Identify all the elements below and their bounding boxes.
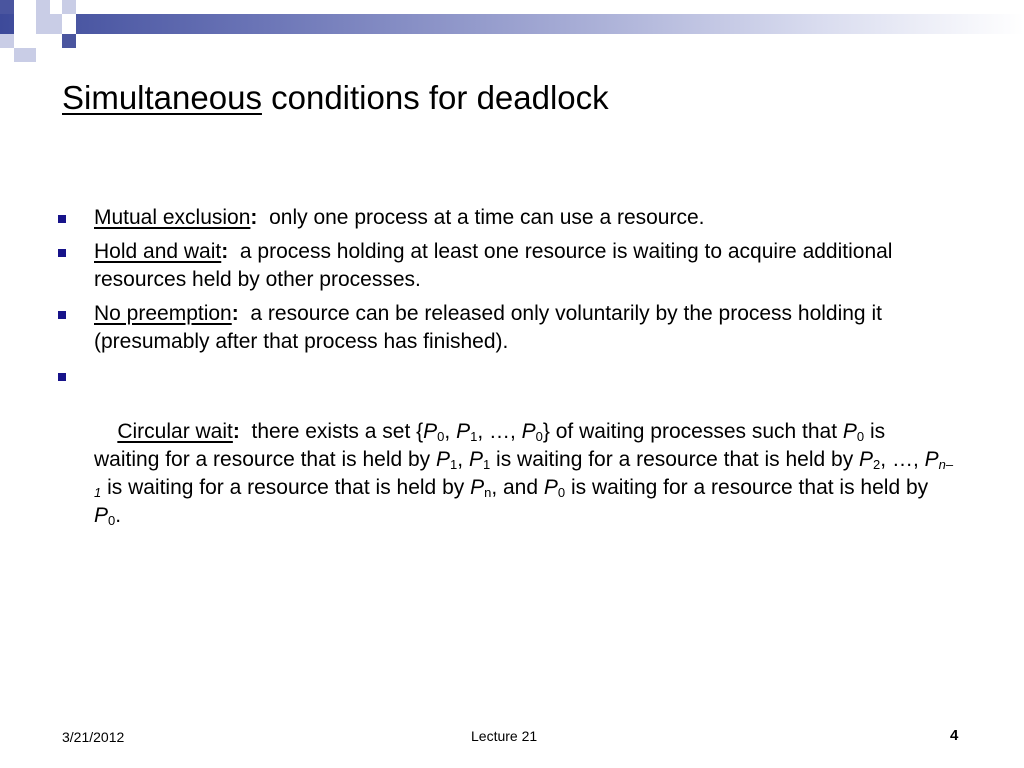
condition-term: Hold and wait <box>94 240 222 263</box>
title-rest: conditions for deadlock <box>261 79 609 116</box>
process-subscript: 0 <box>437 429 445 444</box>
process-subscript: n–1 <box>94 457 954 500</box>
process-symbol: P <box>456 420 471 443</box>
process-symbol: P <box>521 420 536 443</box>
text-fragment: is waiting for a resource that is held by <box>565 476 934 499</box>
list-item <box>56 204 956 232</box>
square-bullet-icon <box>58 373 66 381</box>
text-fragment: is waiting for a resource that is held by <box>101 476 471 499</box>
condition-text: a resource can be released only voluntarily by the process holding it (presumably after that process has finished). <box>94 302 888 353</box>
condition-term: Mutual exclusion <box>94 206 251 229</box>
condition-term: Circular wait <box>117 420 233 443</box>
footer-lecture-label: Lecture 21 <box>471 728 538 744</box>
title-underlined-word: Simultaneous <box>62 79 262 116</box>
process-subscript: 0 <box>535 429 543 444</box>
list-item <box>56 238 956 294</box>
text-fragment: , …, <box>477 420 522 443</box>
condition-colon: : <box>231 302 239 325</box>
condition-colon: : <box>221 240 229 263</box>
square-bullet-icon <box>58 249 66 257</box>
condition-text: a process holding at least one resource is waiting to acquire additional resources held by other processes. <box>94 240 899 291</box>
header-gradient-bar <box>0 14 1024 34</box>
condition-colon: : <box>232 420 240 443</box>
process-symbol: P <box>468 448 483 471</box>
process-subscript: 0 <box>856 429 865 444</box>
text-fragment: there exists a set { <box>239 420 424 443</box>
condition-text: only one process at a time can use a resource. <box>257 206 705 229</box>
list-item <box>56 300 956 356</box>
process-subscript: 1 <box>482 457 491 472</box>
slide-title <box>62 74 609 122</box>
footer-date: 3/21/2012 <box>62 729 125 745</box>
process-subscript: 2 <box>873 457 881 472</box>
process-symbol: P <box>924 448 939 471</box>
square-bullet-icon <box>58 215 66 223</box>
text-fragment: , …, <box>880 448 925 471</box>
process-subscript: n <box>484 485 492 500</box>
condition-colon: : <box>250 206 258 229</box>
text-fragment: , <box>444 420 457 443</box>
slide-number: 4 <box>950 727 959 744</box>
process-subscript: 1 <box>470 429 478 444</box>
process-symbol: P <box>470 476 485 499</box>
process-symbol: P <box>436 448 451 471</box>
process-symbol: P <box>423 420 438 443</box>
list-item <box>56 362 956 558</box>
text-fragment: is waiting for a resource that is held by <box>94 420 891 471</box>
text-fragment: . <box>115 504 122 527</box>
square-bullet-icon <box>58 311 66 319</box>
process-symbol: P <box>94 504 109 527</box>
process-subscript: 1 <box>450 457 458 472</box>
text-fragment: , and <box>491 476 544 499</box>
condition-list <box>56 204 956 564</box>
text-fragment: } of waiting processes such that <box>542 420 843 443</box>
text-fragment: , <box>457 448 469 471</box>
process-subscript: 0 <box>557 485 566 500</box>
condition-term: No preemption <box>94 302 232 325</box>
process-symbol: P <box>543 476 558 499</box>
process-subscript: 0 <box>108 513 116 528</box>
process-symbol: P <box>859 448 874 471</box>
process-symbol: P <box>842 420 857 443</box>
text-fragment: is waiting for a resource that is held by <box>490 448 860 471</box>
